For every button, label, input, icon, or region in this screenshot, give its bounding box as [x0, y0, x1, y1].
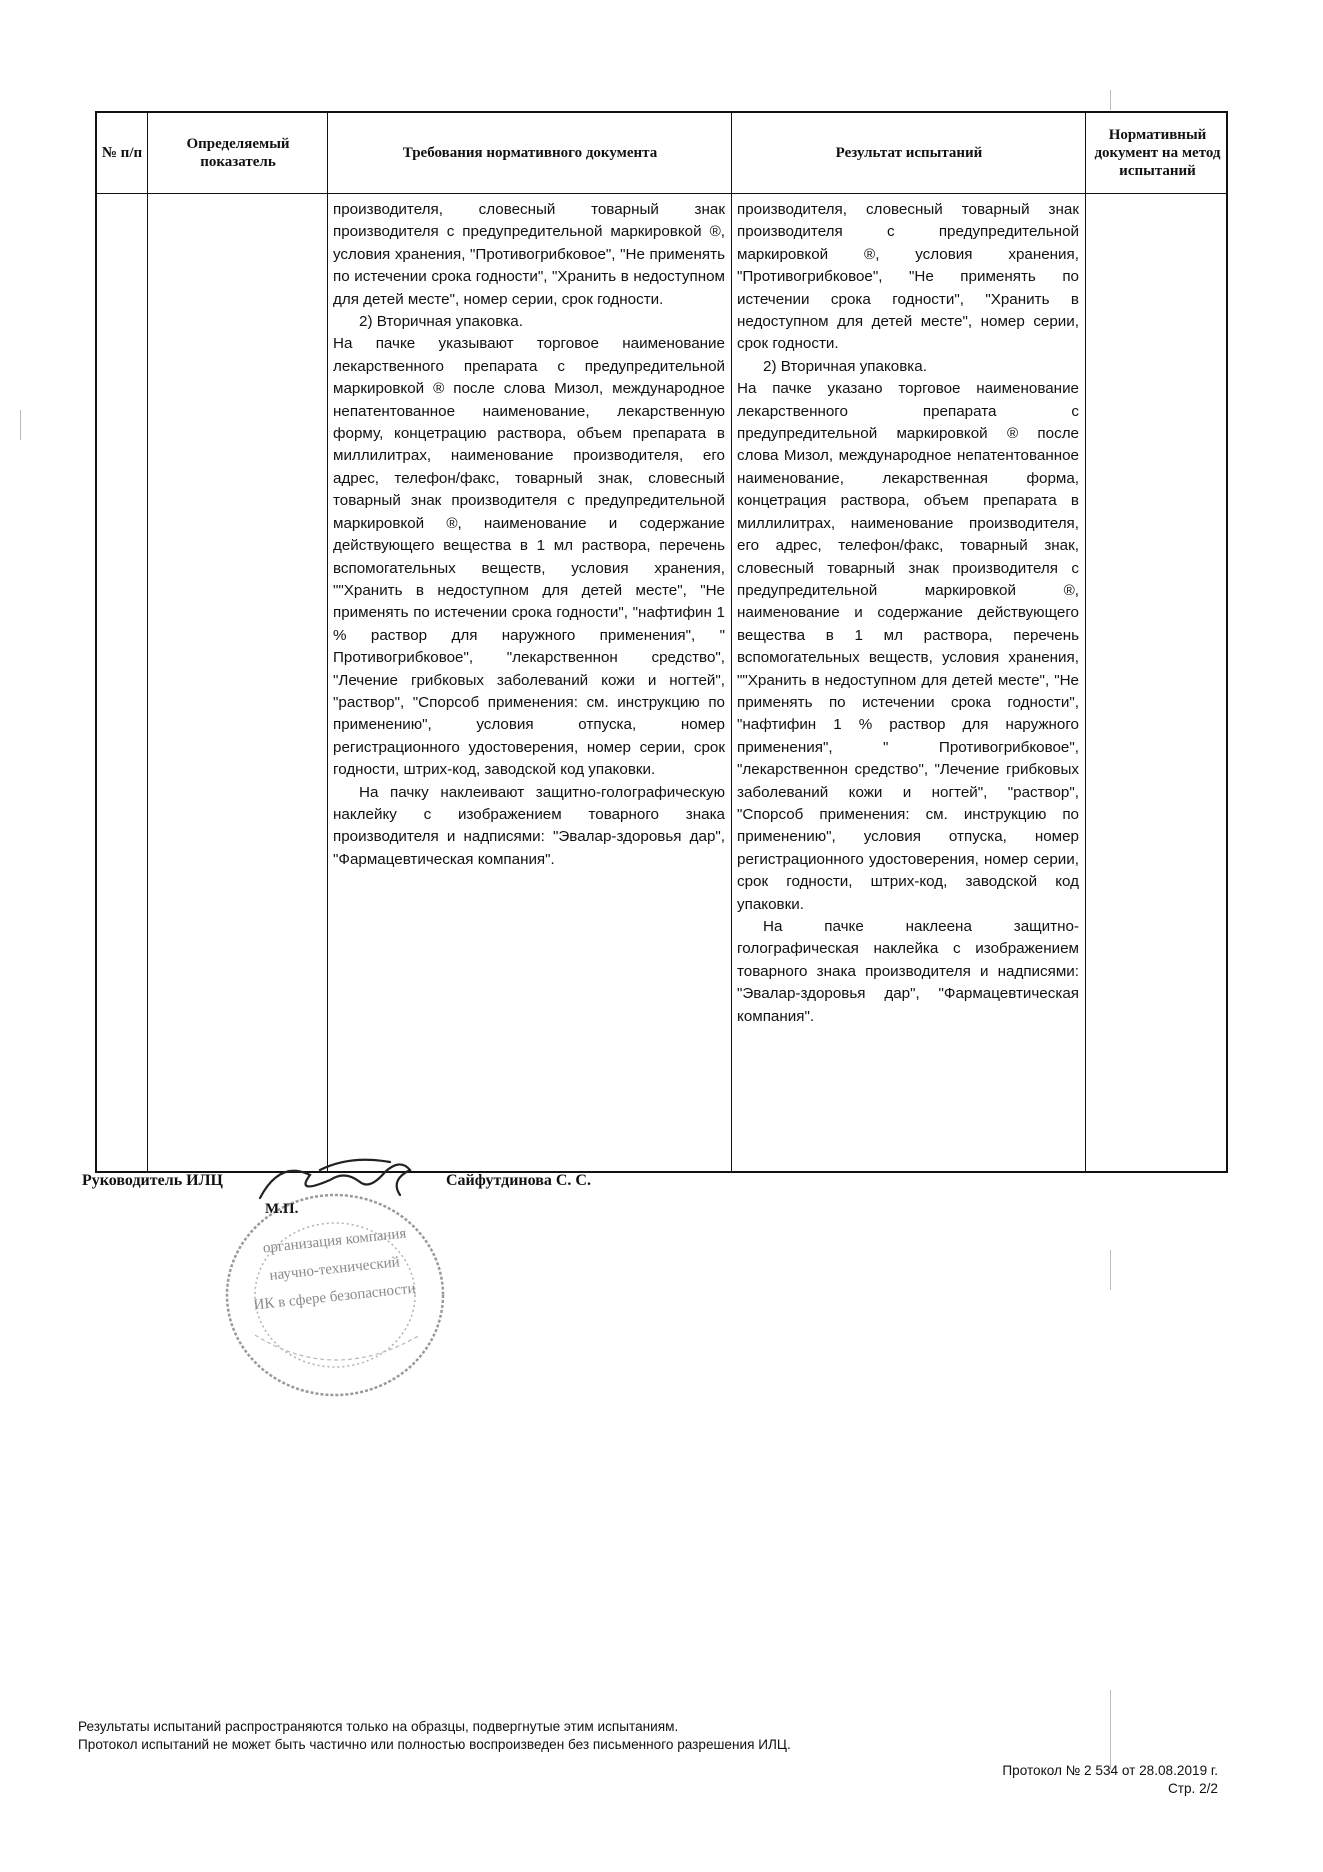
result-text: производителя, словесный товарный знак производителя с предупредительной маркировкой ®, условия хранения, "Противогрибковое", "Не применять по истечении срока годности", "Хранить в недоступном для детей месте", номер серии, срок годности. — [737, 201, 1079, 353]
result-text: 2) Вторичная упаковка. — [763, 357, 927, 375]
page-number: Стр. 2/2 — [1167, 1781, 1218, 1796]
header-num: № п/п — [101, 145, 143, 161]
result-cell — [737, 199, 1079, 1028]
requirements-text: На пачке указывают торговое наименование лекарственного препарата с предупредительной маркировкой ® после слова Мизол, международное непатентованное наименование, лекарственную форму, концетрацию раствора, объем препарата в миллилитрах, наименование производителя, его адрес, телефон/факс, товарный знак, словесный товарный знак производителя с предупредительной маркировкой ®, наименование и содержание действующего вещества в 1 мл раствора, перечень вспомогательных веществ, условия хранения, ""Хранить в недоступном для детей месте", "Не применять по истечении срока годности", "нафтифин 1 % раствор для наружного применения", " Противогрибковое", "лекарственнон средство", "Лечение грибковых заболеваний кожи и ногтей", "раствор", "Спорсоб применения: см. инструкцию по применению", условия отпуска, номер регистрационного удостоверения, номер серии, срок годности, штрих-код, заводской код упаковки. — [333, 335, 725, 779]
requirements-text: производителя, словесный товарный знак производителя с предупредительной маркировкой ®, условия хранения, "Противогрибковое", "Не применять по истечении срока годности", "Хранить в недоступном для детей месте", номер серии, срок годности. — [333, 201, 725, 308]
svg-text:ИК в сфере безопасности: ИК в сфере безопасности — [252, 1280, 417, 1314]
footer-note: Результаты испытаний распространяются только на образцы, подвергнутые этим испытаниям. — [78, 1719, 679, 1734]
requirements-cell — [333, 199, 725, 871]
result-text: На пачке наклеена защитно-голографическая наклейка с изображением товарного знака производителя и надписями: "Эвалар-здоровья дар", "Фармацевтическая компания". — [737, 918, 1079, 1025]
signature-name: Сайфутдинова С. С. — [446, 1172, 591, 1189]
seal-label: М.П. — [265, 1201, 299, 1217]
signature-role: Руководитель ИЛЦ — [82, 1172, 223, 1189]
margin-tick — [1110, 1690, 1111, 1770]
margin-tick — [1110, 90, 1111, 110]
svg-text:организация компания: организация компания — [262, 1225, 408, 1257]
margin-tick — [1110, 1250, 1111, 1290]
margin-tick — [20, 410, 21, 440]
header-indicator: Определяемый показатель — [186, 136, 290, 170]
header-method: Нормативный документ на метод испытаний — [1094, 127, 1221, 179]
svg-text:научно-технический: научно-технический — [268, 1254, 401, 1284]
requirements-text: 2) Вторичная упаковка. — [359, 313, 523, 331]
results-table — [95, 111, 1228, 1173]
header-requirements: Требования нормативного документа — [402, 145, 658, 161]
result-text: На пачке указано торговое наименование лекарственного препарата с предупредительной маркировкой ® после слова Мизол, международное непатентованное наименование, лекарственная форма, концетрация раствора, объем препарата в миллилитрах, наименование производителя, его адрес, телефон/факс, товарный знак, словесный товарный знак производителя с предупредительной маркировкой ®, наименование и содержание действующего вещества в 1 мл раствора, перечень вспомогательных веществ, условия хранения, ""Хранить в недоступном для детей месте", "Не применять по истечении срока годности", "нафтифин 1 % раствор для наружного применения", " Противогрибковое", "лекарственнон средство", "Лечение грибковых заболеваний кожи и ногтей", "раствор", "Спорсоб применения: см. инструкцию по применению", условия отпуска, номер регистрационного удостоверения, номер серии, срок годности, штрих-код, заводской код упаковки. — [737, 380, 1079, 913]
round-seal — [215, 1185, 455, 1405]
header-result: Результат испытаний — [835, 145, 983, 161]
footer-note: Протокол испытаний не может быть частично или полностью воспроизведен без письменного разрешения ИЛЦ. — [78, 1737, 791, 1752]
requirements-text: На пачку наклеивают защитно-голографическую наклейку с изображением товарного знака производителя и надписями: "Эвалар-здоровья дар", "Фармацевтическая компания". — [333, 783, 725, 868]
protocol-number: Протокол № 2 534 от 28.08.2019 г. — [1002, 1763, 1218, 1778]
